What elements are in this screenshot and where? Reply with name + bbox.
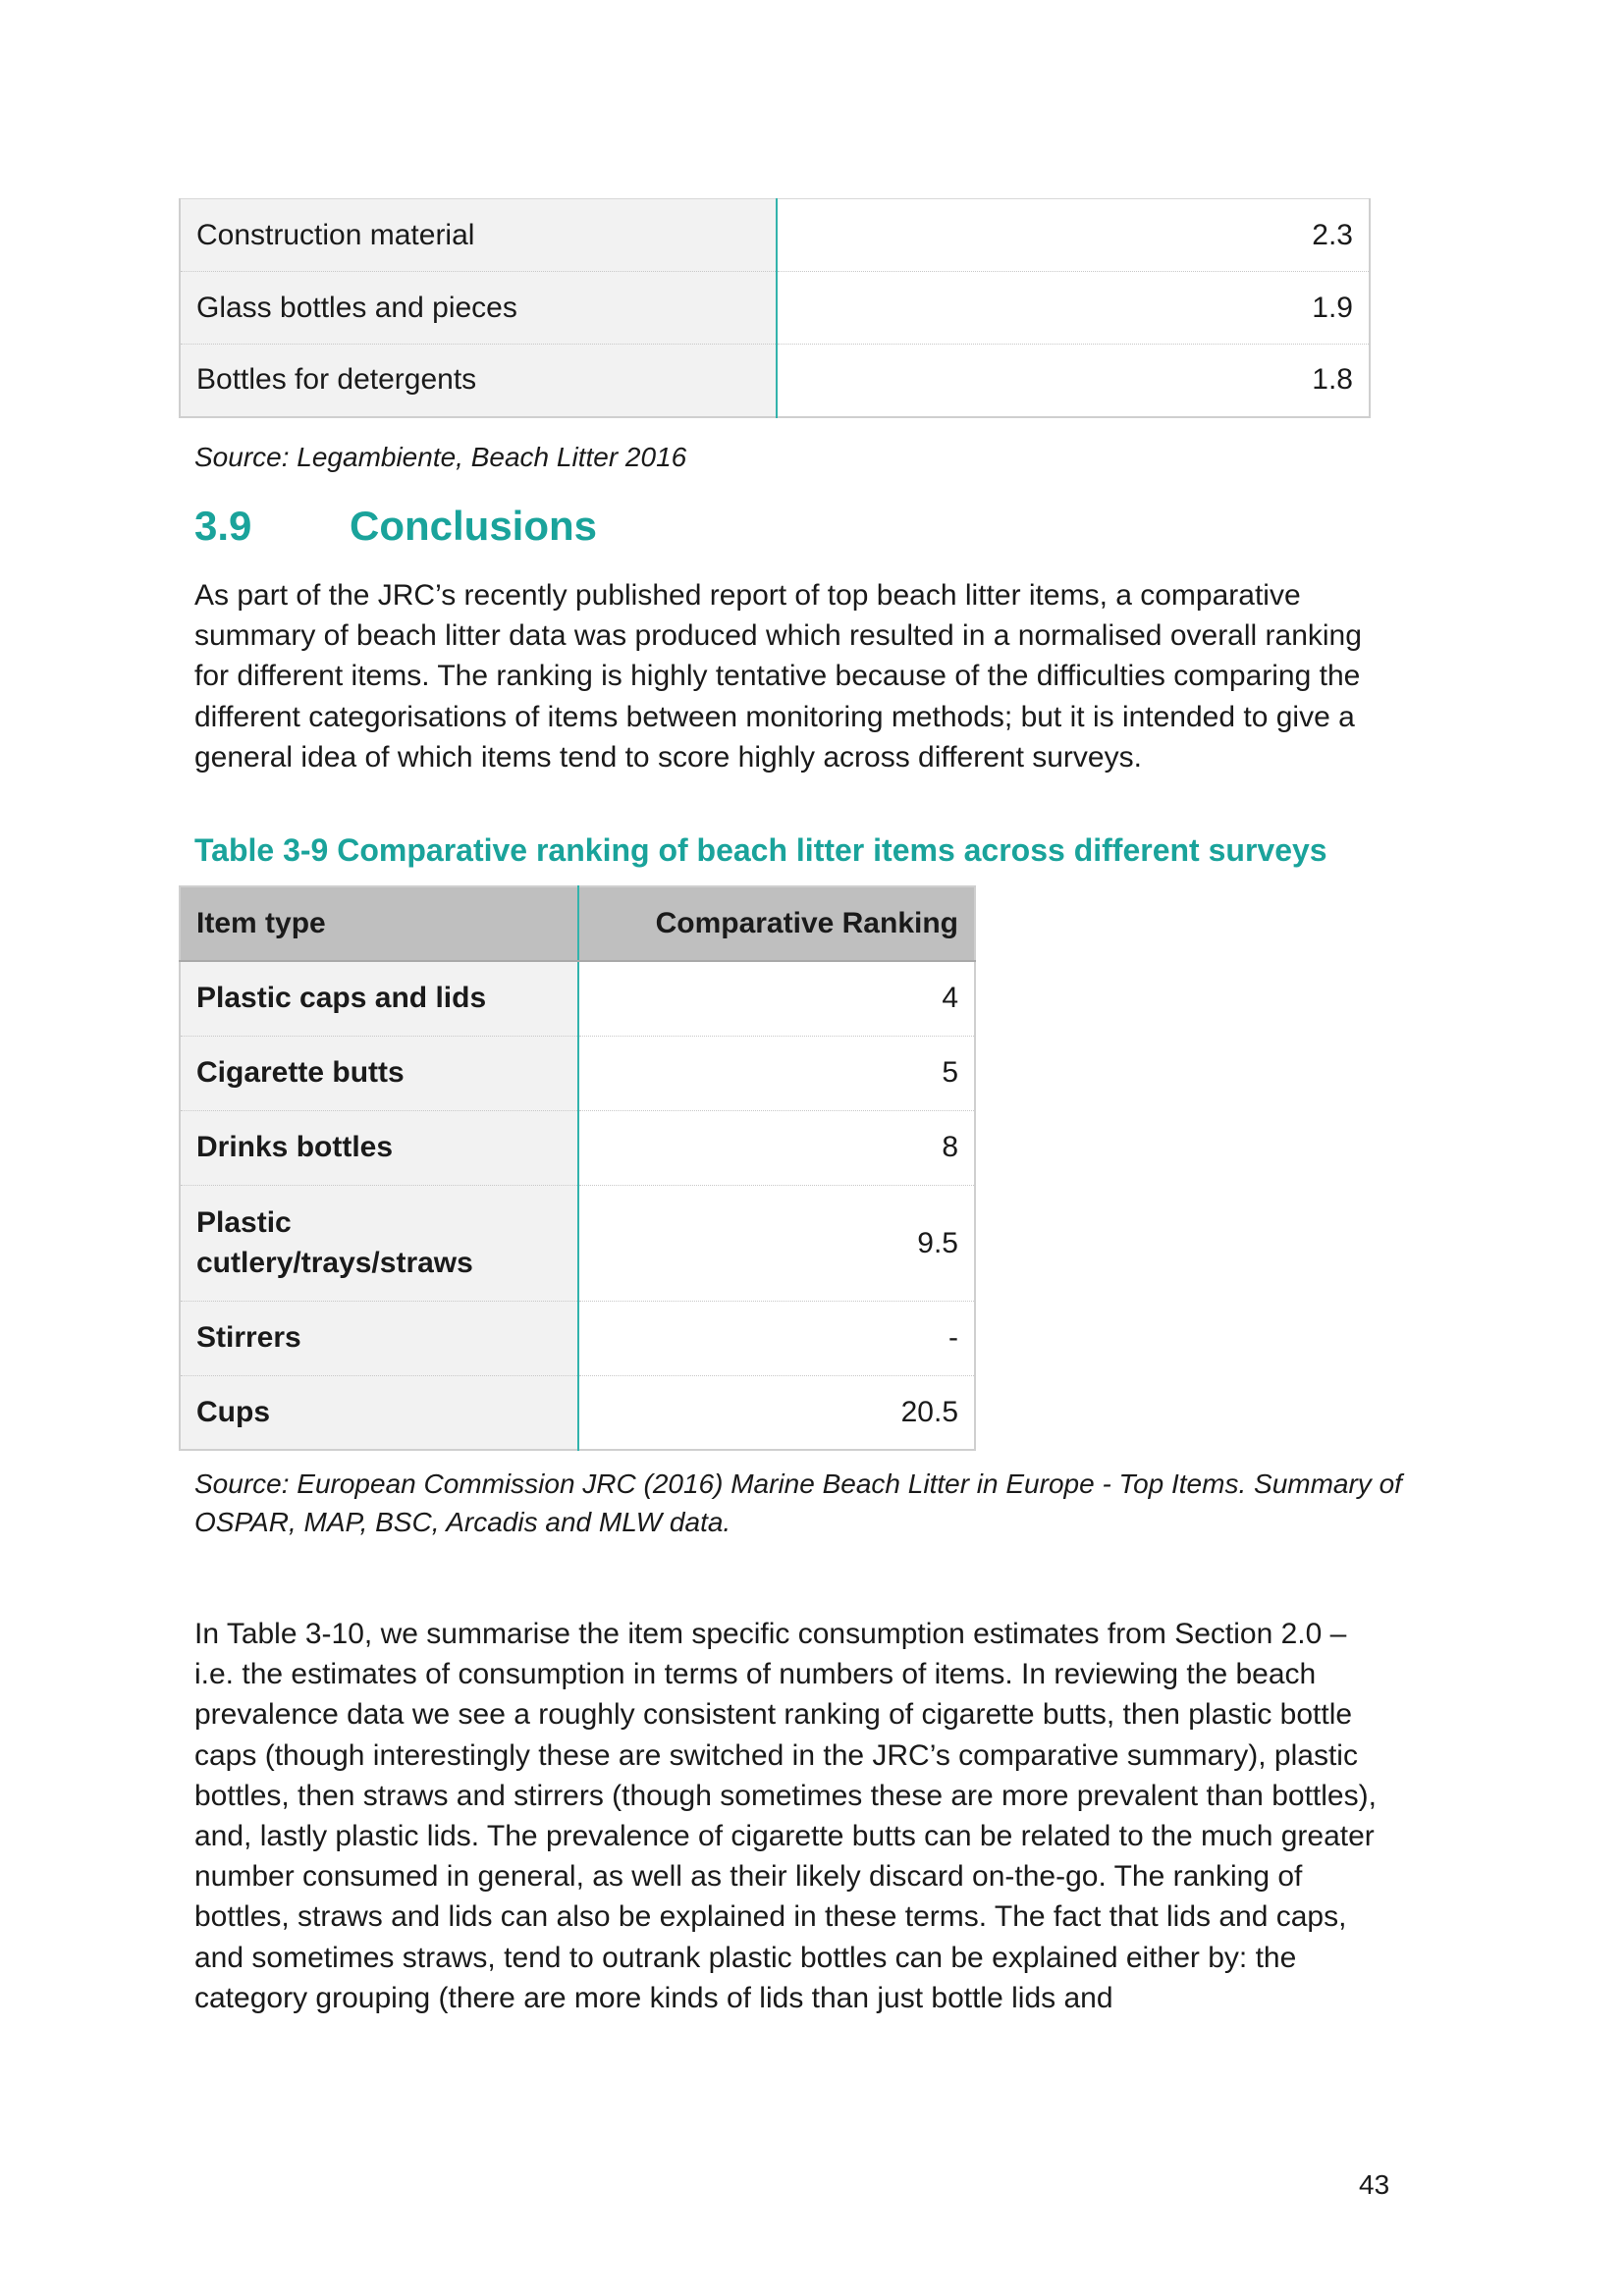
table-row [180, 1036, 975, 1110]
item-cell: Cigarette butts [180, 1036, 578, 1110]
table-row [180, 345, 1370, 417]
column-header-item-type: Item type [180, 886, 578, 961]
table-row [180, 1110, 975, 1185]
table-source-note: Source: European Commission JRC (2016) Marine Beach Litter in Europe - Top Items. Summary of OSPAR, MAP, BSC, Arcadis and MLW data. [194, 1468, 1402, 1537]
item-cell [180, 1185, 578, 1301]
item-cell-line: Plastic [196, 1206, 292, 1239]
item-cell: Bottles for detergents [180, 345, 777, 417]
table-row [180, 961, 975, 1036]
table-caption: Table 3-9 Comparative ranking of beach litter items across different surveys [194, 832, 1327, 868]
item-cell: Drinks bottles [180, 1110, 578, 1185]
item-cell-line: cutlery/trays/straws [196, 1247, 473, 1279]
intro-paragraph: As part of the JRC’s recently published report of top beach litter items, a comparative summary of beach litter data was produced which resulted in a normalised overall ranking for different items. The ranking is highly tentative because of the difficulties comparing the different categorisations of items between monitoring methods; but it is intended to give a general idea of which items tend to score highly across different surveys. [194, 579, 1362, 774]
closing-paragraph: In Table 3-10, we summarise the item specific consumption estimates from Section 2.0 – i.e. the estimates of consumption in terms of numbers of items. In reviewing the beach prevalence data we see a roughly consistent ranking of cigarette butts, then plastic bottle caps (though interestingly these are switched in the JRC’s comparative summary), plastic bottles, then straws and stirrers (though sometimes these are more prevalent than bottles), and, lastly plastic lids. The prevalence of cigarette butts can be related to the much greater number consumed in general, as well as their likely discard on-the-go. The ranking of bottles, straws and lids can also be explained in these terms. The fact that lids and caps, and sometimes straws, tend to outrank plastic bottles can be explained either by: the category grouping (there are more kinds of lids than just bottle lids and [194, 1618, 1377, 2014]
value-cell: 1.9 [777, 272, 1370, 345]
page-number: 43 [1359, 2169, 1390, 2200]
section-title: Conclusions [350, 503, 598, 549]
item-cell: Plastic caps and lids [180, 961, 578, 1036]
item-cell: Cups [180, 1375, 578, 1450]
ranking-cell: 4 [578, 961, 975, 1036]
comparative-ranking-table [179, 885, 976, 1451]
table-source-note: Source: Legambiente, Beach Litter 2016 [194, 442, 687, 472]
table-row [180, 199, 1370, 272]
beach-litter-table [179, 198, 1371, 418]
table-row [180, 1185, 975, 1301]
section-number: 3.9 [194, 503, 252, 549]
item-cell: Glass bottles and pieces [180, 272, 777, 345]
value-cell: 1.8 [777, 345, 1370, 417]
table-row [180, 1301, 975, 1375]
ranking-cell: 8 [578, 1110, 975, 1185]
table-header-row [180, 886, 975, 961]
item-cell: Construction material [180, 199, 777, 272]
table-row [180, 1375, 975, 1450]
value-cell: 2.3 [777, 199, 1370, 272]
table-row [180, 272, 1370, 345]
ranking-cell: 20.5 [578, 1375, 975, 1450]
item-cell: Stirrers [180, 1301, 578, 1375]
column-header-ranking: Comparative Ranking [578, 886, 975, 961]
section-heading [194, 503, 597, 550]
ranking-cell: 9.5 [578, 1185, 975, 1301]
ranking-cell: - [578, 1301, 975, 1375]
ranking-cell: 5 [578, 1036, 975, 1110]
